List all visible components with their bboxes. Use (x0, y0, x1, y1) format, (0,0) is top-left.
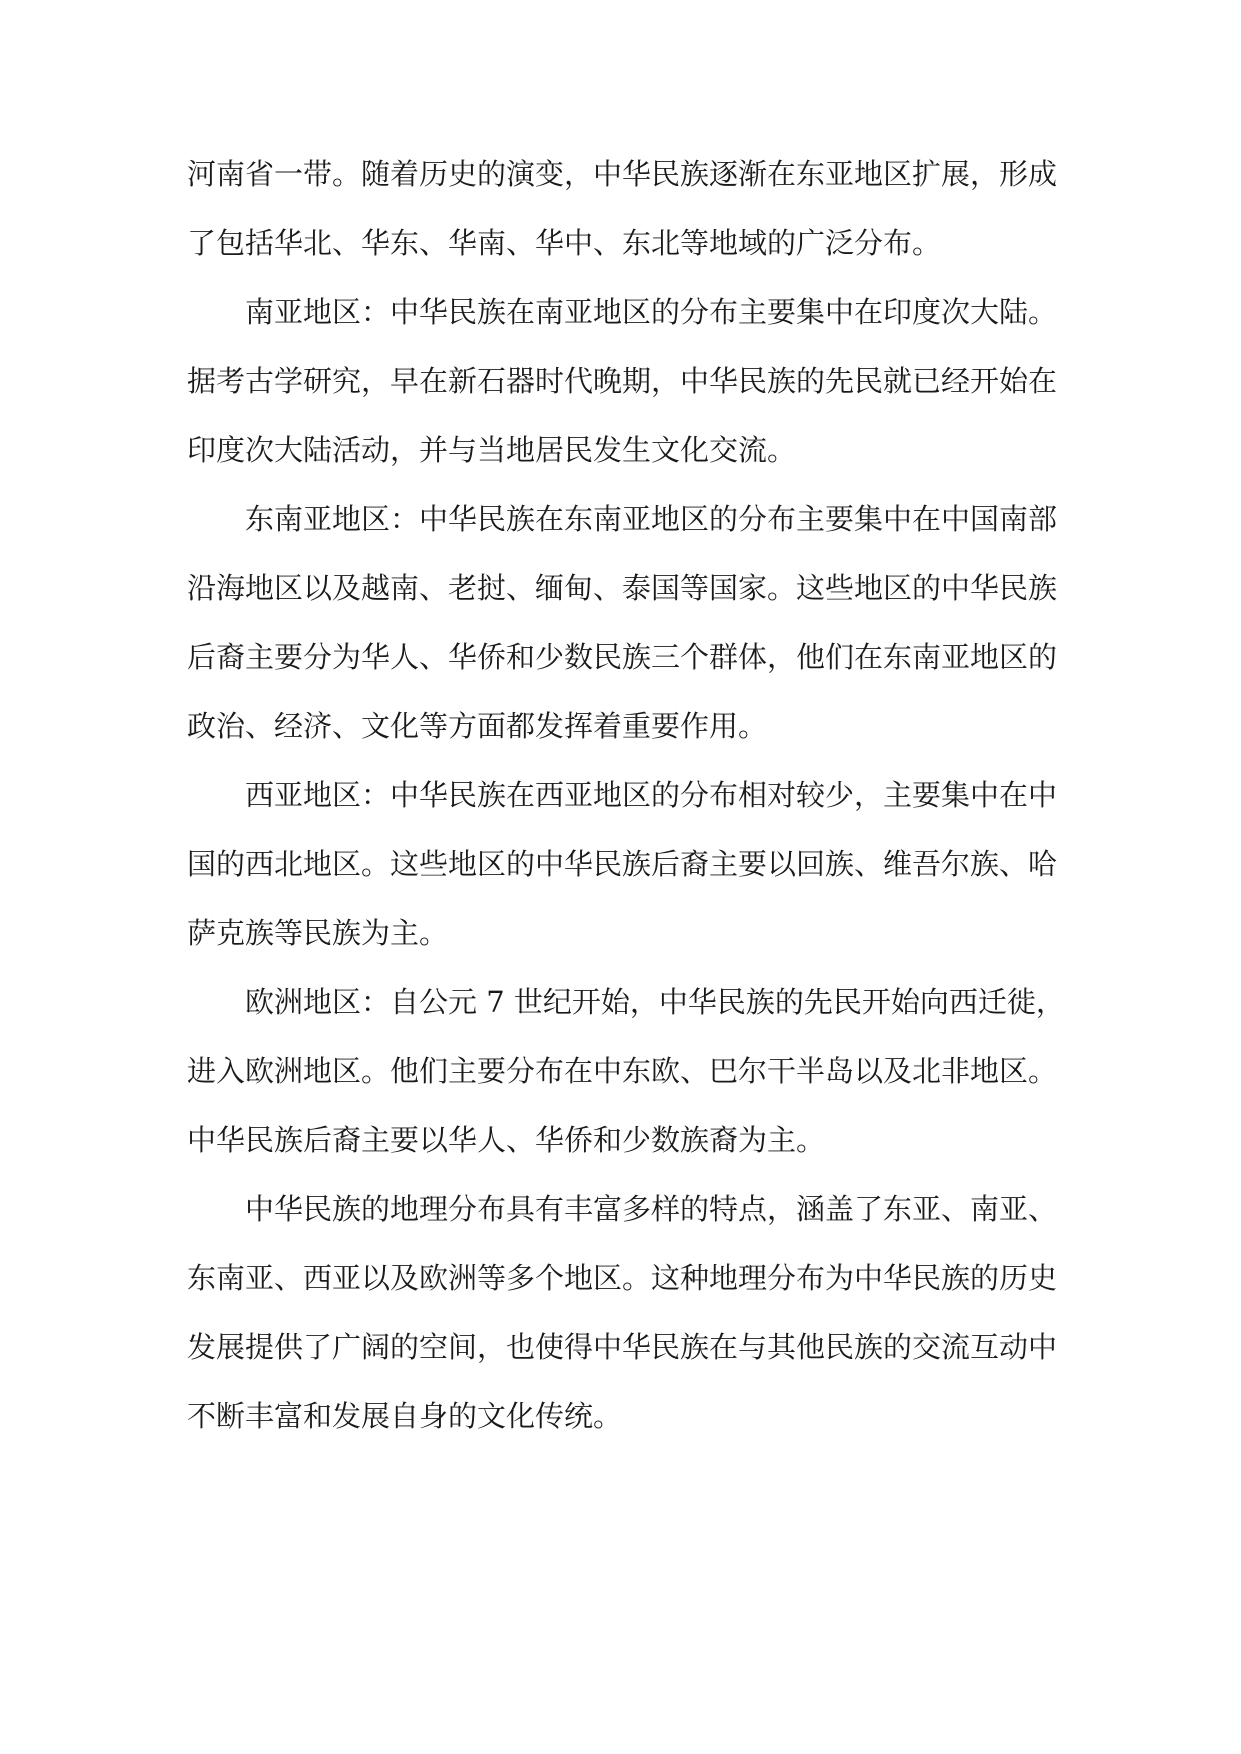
text-line: 国的西北地区。这些地区的中华民族后裔主要以回族、维吾尔族、哈 (187, 847, 1058, 881)
text-line: 萨克族等民族为主。 (187, 916, 449, 950)
text-line: 南亚地区：中华民族在南亚地区的分布主要集中在印度次大陆。 (245, 295, 1058, 329)
text-line: 东南亚、西亚以及欧洲等多个地区。这种地理分布为中华民族的历史 (187, 1261, 1058, 1295)
text-line: 据考古学研究，早在新石器时代晚期，中华民族的先民就已经开始在 (187, 364, 1058, 398)
paragraph-summary (187, 1175, 1067, 1451)
text-line: 进入欧洲地区。他们主要分布在中东欧、巴尔干半岛以及北非地区。 (187, 1054, 1058, 1088)
text-line: 中华民族后裔主要以华人、华侨和少数族裔为主。 (187, 1123, 826, 1157)
paragraph-west-asia (187, 761, 1067, 968)
text-line: 发展提供了广阔的空间，也使得中华民族在与其他民族的交流互动中 (187, 1330, 1058, 1364)
text-line: 沿海地区以及越南、老挝、缅甸、泰国等国家。这些地区的中华民族 (187, 571, 1058, 605)
text-line: 了包括华北、华东、华南、华中、东北等地域的广泛分布。 (187, 226, 942, 260)
text-line: 后裔主要分为华人、华侨和少数民族三个群体，他们在东南亚地区的 (187, 640, 1058, 674)
body-text (187, 140, 1067, 1451)
text-line: 西亚地区：中华民族在西亚地区的分布相对较少，主要集中在中 (245, 778, 1058, 812)
text-line: 河南省一带。随着历史的演变，中华民族逐渐在东亚地区扩展，形成 (187, 157, 1058, 191)
paragraph-south-asia (187, 278, 1067, 485)
text-line: 中华民族的地理分布具有丰富多样的特点，涵盖了东亚、南亚、 (245, 1192, 1058, 1226)
text-line: 印度次大陆活动，并与当地居民发生文化交流。 (187, 433, 797, 467)
paragraph-continuation (187, 140, 1067, 278)
paragraph-southeast-asia (187, 485, 1067, 761)
text-line: 欧洲地区：自公元 7 世纪开始，中华民族的先民开始向西迁徙， (245, 985, 1065, 1019)
text-line: 不断丰富和发展自身的文化传统。 (187, 1399, 623, 1433)
paragraph-europe (187, 968, 1067, 1175)
text-line: 东南亚地区：中华民族在东南亚地区的分布主要集中在中国南部 (245, 502, 1058, 536)
text-line: 政治、经济、文化等方面都发挥着重要作用。 (187, 709, 768, 743)
